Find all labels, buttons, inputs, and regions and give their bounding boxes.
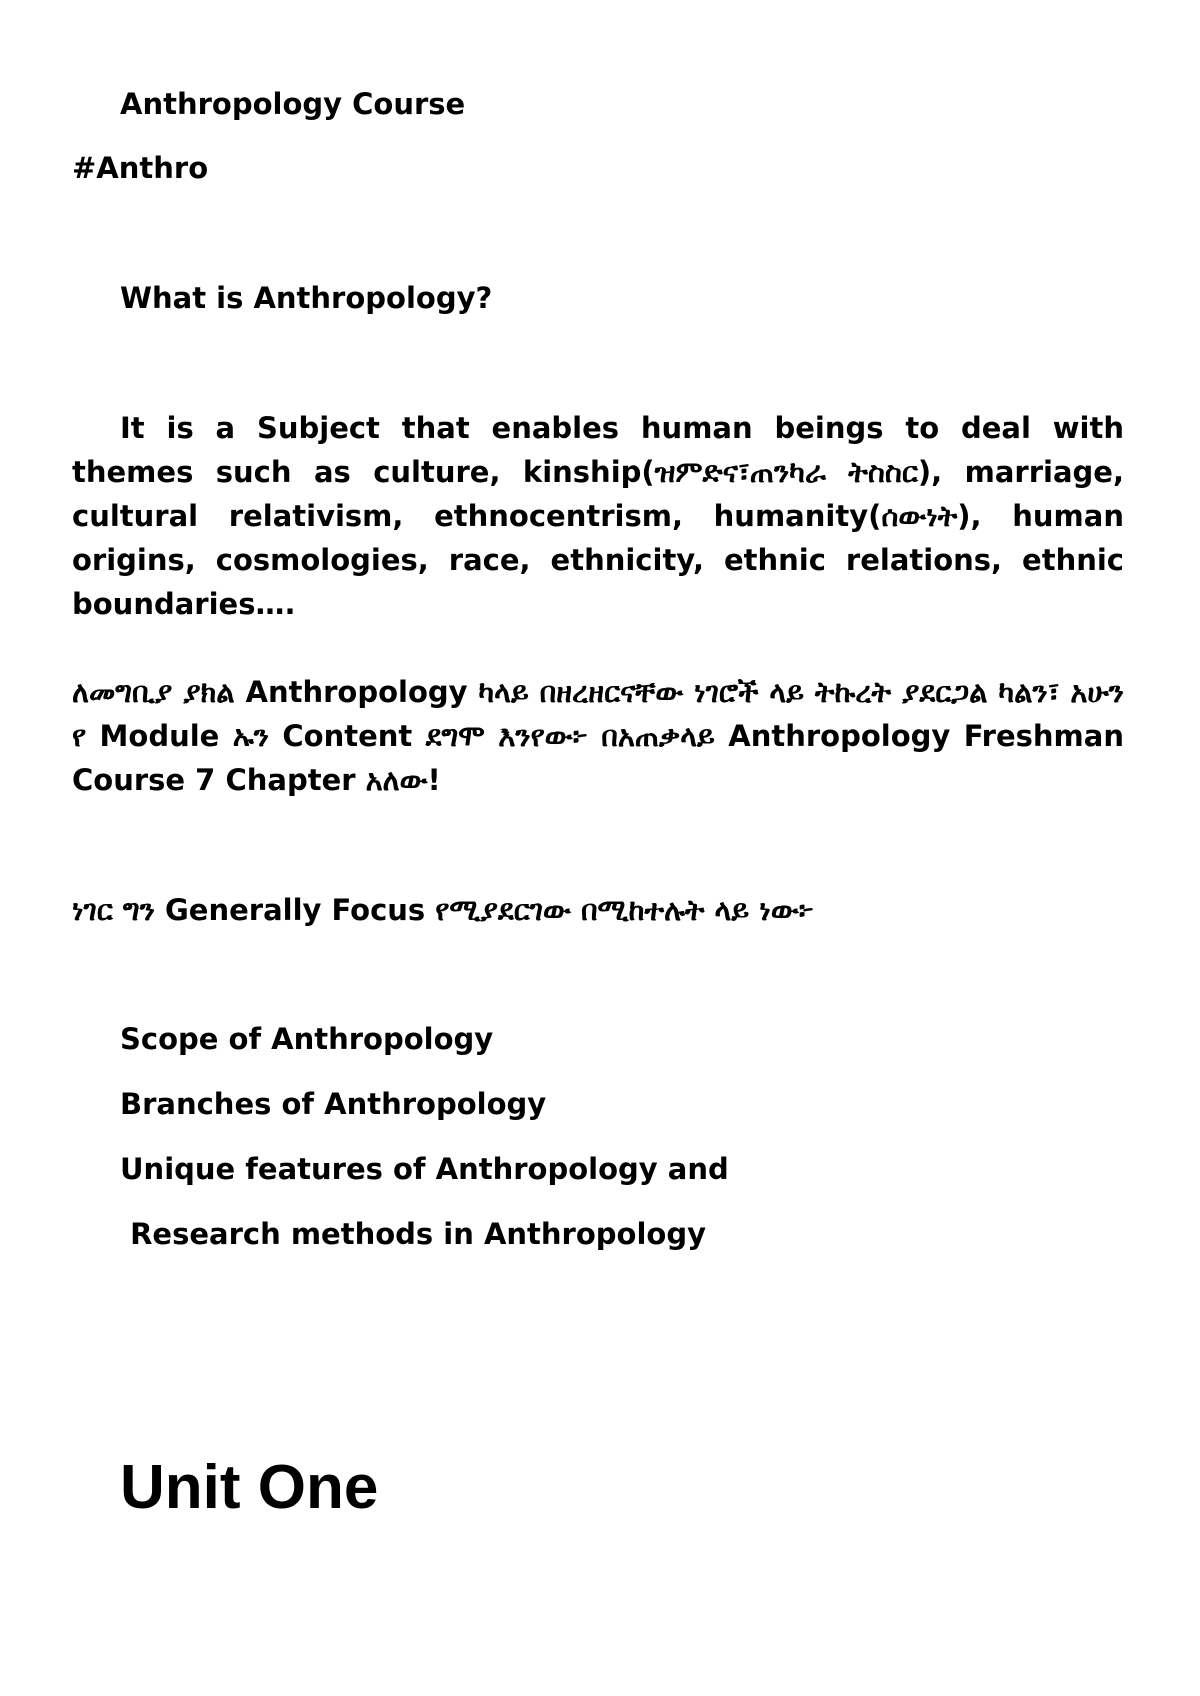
focus-line: ነገር ግን Generally Focus የሚያደርገው በሚከተሉት ላይ ነው፦ — [72, 893, 814, 927]
hashtag: #Anthro — [72, 151, 209, 185]
question-heading: What is Anthropology? — [120, 281, 493, 315]
list-item: Unique features of Anthropology and — [120, 1152, 729, 1186]
course-title: Anthropology Course — [120, 87, 466, 121]
list-item: Scope of Anthropology — [120, 1022, 494, 1056]
list-item: Research methods in Anthropology — [120, 1217, 706, 1251]
definition-paragraph: It is a Subject that enables human beings to deal with themes such as culture, kinship(ዝምድና፣ጠንካራ ትስስር), marriage, cultural relativism, ethnocentrism, humanity(ሰውነት), human origins, cosmologies, race, ethnicity, ethnic relations, ethnic boundaries…. — [72, 411, 1124, 621]
unit-heading: Unit One — [120, 1453, 379, 1522]
intro-amharic-paragraph: ለመግቢያ ያክል Anthropology ካላይ በዘረዘርናቸው ነገሮች ላይ ትኩረት ያደርጋል ካልን፣ አሁን የ Module ኡን Content ደግሞ እንየው፦ በአጠቃላይ Anthropology Freshman Course 7 Chapter አለው! — [72, 675, 1124, 797]
list-item: Branches of Anthropology — [120, 1087, 547, 1121]
